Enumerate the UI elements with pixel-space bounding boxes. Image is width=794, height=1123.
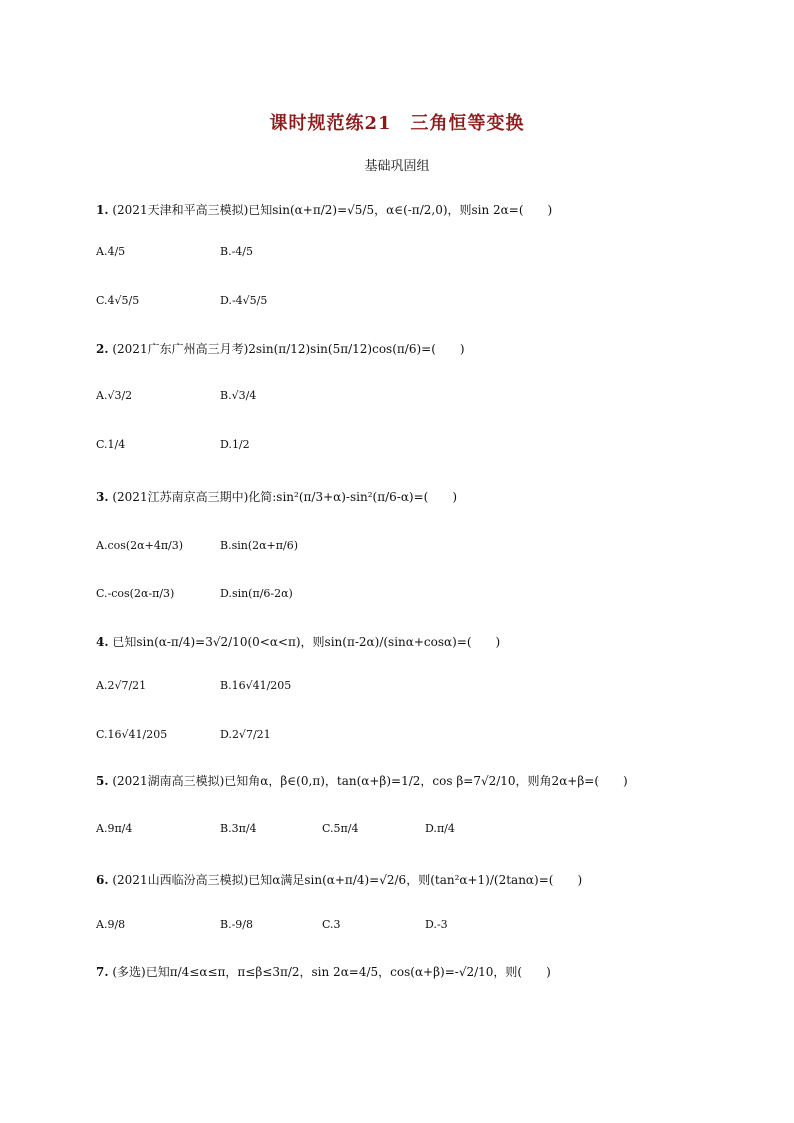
question-text: (2021山西临汾高三模拟)已知α满足sin(α+π/4)=√2/6，则(tan²α+1)/(2tanα)=( ): [112, 873, 583, 887]
question-number: 6.: [96, 873, 109, 887]
option-b: B.-9/8: [220, 918, 254, 931]
option-c: C.4√5/5: [96, 294, 140, 307]
option-d: D.2√7/21: [220, 728, 271, 741]
question-number: 2.: [96, 342, 109, 356]
option-a: A.9π/4: [96, 822, 133, 835]
option-c: C.5π/4: [322, 822, 359, 835]
question-4: [96, 632, 500, 652]
option-d: D.-4√5/5: [220, 294, 268, 307]
option-a: A.√3/2: [96, 389, 133, 402]
question-6: [96, 870, 582, 890]
question-2: [96, 339, 465, 359]
question-text: (2021江苏南京高三期中)化简:sin²(π/3+α)-sin²(π/6-α)=( ): [112, 490, 458, 504]
question-number: 7.: [96, 965, 109, 979]
page-title: 课时规范练21 三角恒等变换: [269, 113, 525, 134]
option-a: A.4/5: [96, 245, 126, 258]
question-number: 3.: [96, 490, 109, 504]
option-b: B.√3/4: [220, 389, 257, 402]
option-b: B.sin(2α+π/6): [220, 539, 299, 552]
option-d: D.1/2: [220, 438, 250, 451]
question-number: 1.: [96, 203, 109, 217]
question-number: 5.: [96, 774, 109, 788]
option-c: C.1/4: [96, 438, 126, 451]
question-text: (多选)已知π/4≤α≤π，π≤β≤3π/2，sin 2α=4/5，cos(α+β)=-√2/10，则( ): [112, 965, 551, 979]
option-c: C.-cos(2α-π/3): [96, 587, 175, 600]
option-c: C.3: [322, 918, 341, 931]
question-text: 已知sin(α-π/4)=3√2/10(0<α<π)，则sin(π-2α)/(sinα+cosα)=( ): [112, 635, 501, 649]
option-a: A.2√7/21: [96, 679, 147, 692]
question-number: 4.: [96, 635, 109, 649]
option-a: A.9/8: [96, 918, 126, 931]
question-7: [96, 962, 551, 982]
option-b: B.16√41/205: [220, 679, 292, 692]
question-3: [96, 487, 457, 507]
question-text: (2021广东广州高三月考)2sin(π/12)sin(5π/12)cos(π/6)=( ): [112, 342, 465, 356]
question-5: [96, 771, 628, 791]
question-1: [96, 200, 552, 220]
question-text: (2021湖南高三模拟)已知角α，β∈(0,π)，tan(α+β)=1/2，cos β=7√2/10，则角2α+β=( ): [112, 774, 628, 788]
option-d: D.sin(π/6-2α): [220, 587, 293, 600]
option-b: B.-4/5: [220, 245, 254, 258]
option-a: A.cos(2α+4π/3): [96, 539, 184, 552]
question-text: (2021天津和平高三模拟)已知sin(α+π/2)=√5/5，α∈(-π/2,0)，则sin 2α=( ): [112, 203, 553, 217]
option-d: D.π/4: [425, 822, 455, 835]
option-c: C.16√41/205: [96, 728, 168, 741]
option-b: B.3π/4: [220, 822, 257, 835]
section-subtitle: 基础巩固组: [364, 159, 430, 174]
option-d: D.-3: [425, 918, 448, 931]
